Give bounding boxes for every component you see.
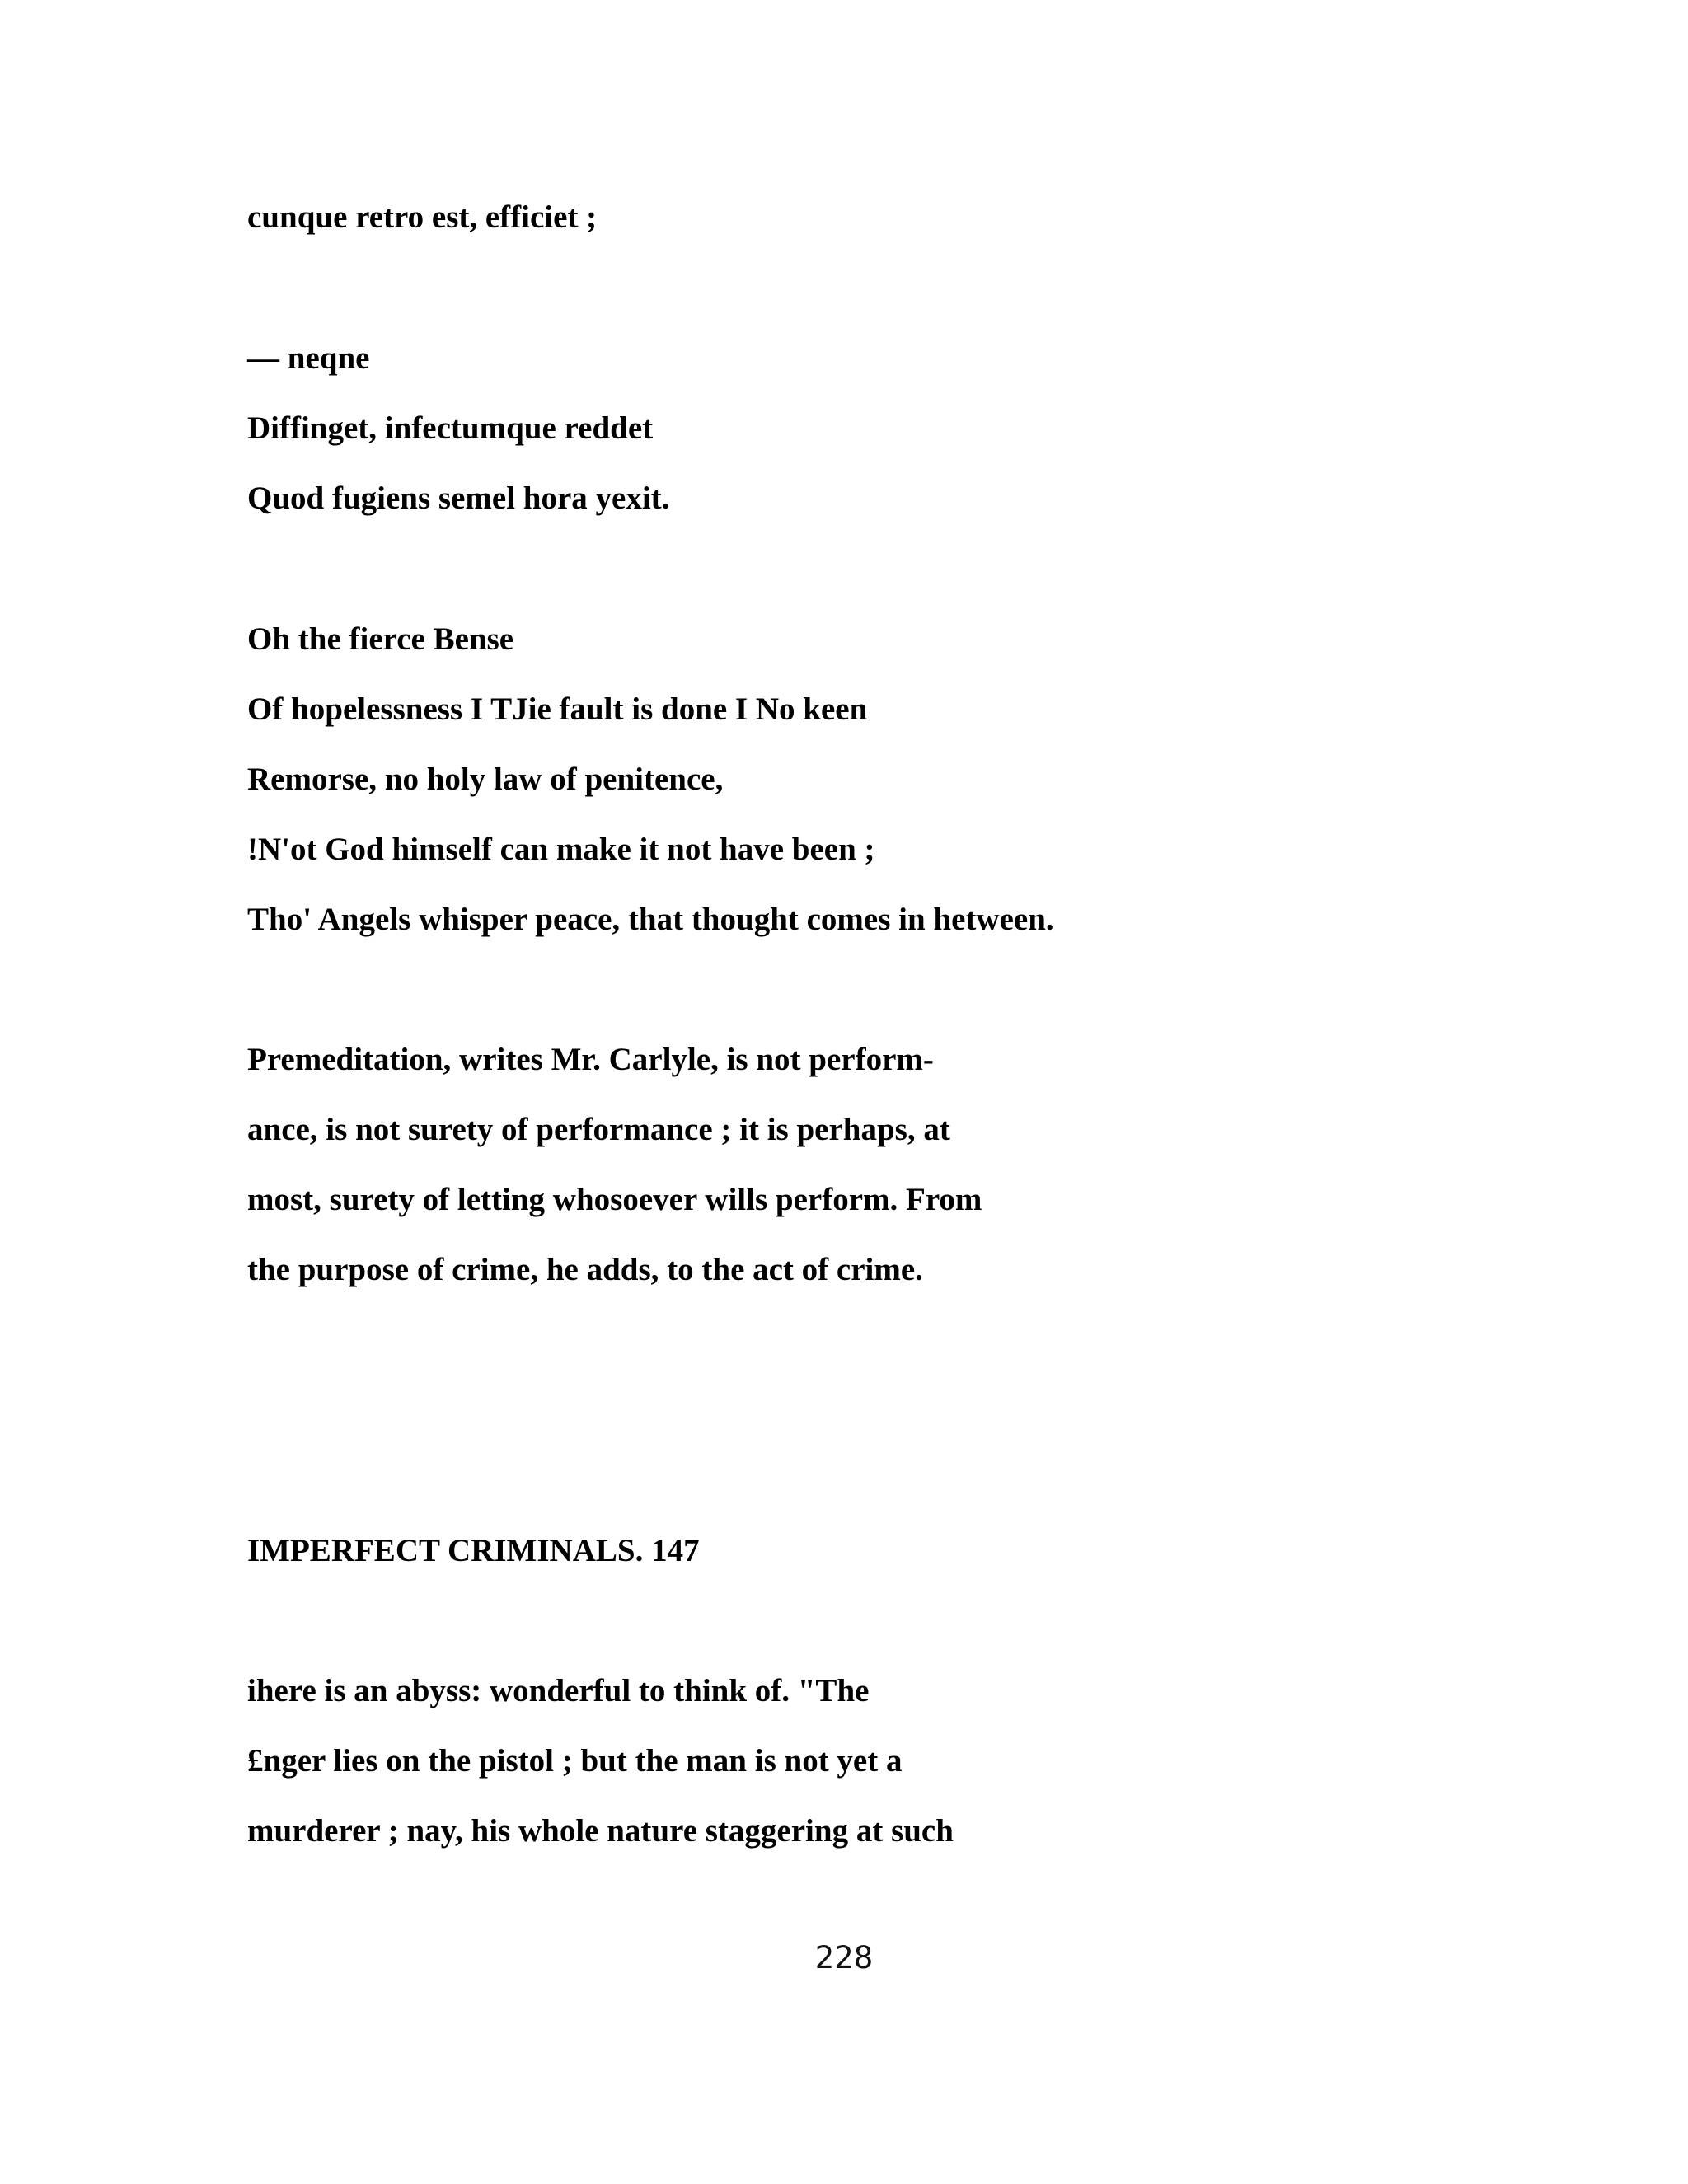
verse-line: !N'ot God himself can make it not have been ; — [247, 832, 875, 867]
body-text-line: the purpose of crime, he adds, to the act of crime. — [247, 1252, 923, 1287]
verse-line: Diffinget, infectumque reddet — [247, 410, 654, 446]
verse-line: — neqne — [247, 340, 370, 376]
body-text-line: most, surety of letting whosoever wills perform. From — [247, 1182, 982, 1217]
verse-line: Oh the fierce Bense — [247, 621, 514, 657]
body-text-line: ihere is an abyss: wonderful to think of. "The — [247, 1673, 870, 1708]
verse-line: Remorse, no holy law of penitence, — [247, 762, 724, 797]
body-text-line: murderer ; nay, his whole nature staggering at such — [247, 1813, 954, 1849]
body-text-line: £nger lies on the pistol ; but the man is not yet a — [247, 1743, 903, 1779]
running-header: IMPERFECT CRIMINALS. 147 — [247, 1533, 700, 1568]
verse-line: cunque retro est, efficiet ; — [247, 199, 598, 235]
verse-line: Of hopelessness I TJie fault is done I No keen — [247, 691, 868, 727]
verse-line: Tho' Angels whisper peace, that thought comes in hetween. — [247, 902, 1054, 937]
body-text-line: Premeditation, writes Mr. Carlyle, is not perform- — [247, 1042, 934, 1077]
verse-line: Quod fugiens semel hora yexit. — [247, 480, 670, 516]
body-text-line: ance, is not surety of performance ; it is perhaps, at — [247, 1112, 950, 1147]
page-number: 228 — [814, 1940, 874, 1975]
